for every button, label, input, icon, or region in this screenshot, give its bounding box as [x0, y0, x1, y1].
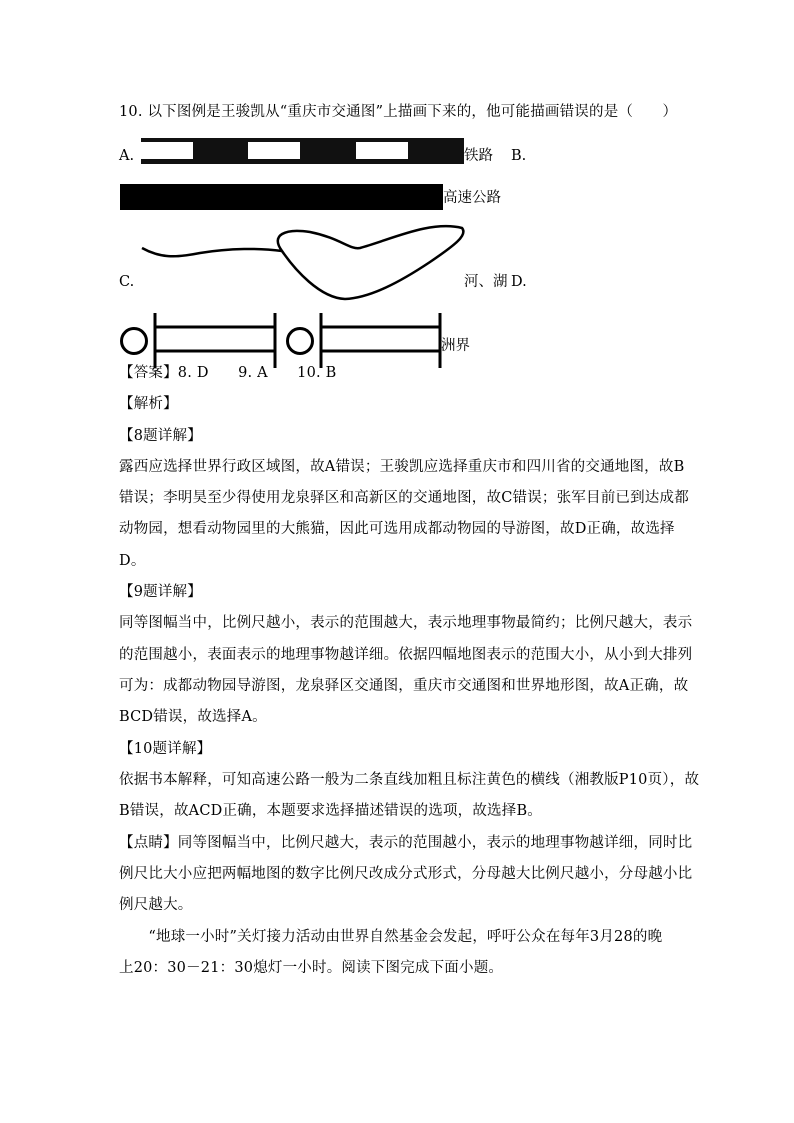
answer-line: 【答案】8. D 9. A 10. B [119, 365, 337, 381]
tip-line: 例尺越大。 [119, 897, 193, 913]
railway-symbol [141, 138, 464, 164]
q9-line: 同等图幅当中，比例尺越小，表示的范围越大，表示地理事物最简约；比例尺越大，表示 [119, 615, 693, 631]
highway-symbol [120, 184, 443, 210]
intro-line: “地球一小时”关灯接力活动由世界自然基金会发起，呼吁公众在每年3月28的晚 [119, 929, 663, 945]
option-d-label: D. [511, 274, 527, 290]
boundary-symbol-right [288, 313, 441, 368]
q8-line: 动物园，想看动物园里的大熊猫，因此可选用成都动物园的导游图，故D正确，故选择 [119, 521, 675, 537]
q9-line: 可为：成都动物园导游图，龙泉驿区交通图，重庆市交通图和世界地形图，故A正确，故 [119, 678, 689, 694]
option-d-legend: 洲界 [441, 338, 470, 354]
option-b-label: B. [511, 148, 527, 164]
q8-line: 错误；李明昊至少得使用龙泉驿区和高新区的交通地图，故C错误；张军目前已到达成都 [119, 490, 689, 506]
question-stem: 10. 以下图例是王骏凯从“重庆市交通图”上描画下来的，他可能描画错误的是（ ） [119, 104, 678, 120]
river-lake-symbol [142, 226, 463, 299]
option-b-legend: 高速公路 [443, 190, 501, 206]
q10-line: 依据书本解释，可知高速公路一般为二条直线加粗且标注黄色的横线（湘教版P10页），故 [119, 772, 700, 788]
boundary-symbol-left [122, 313, 276, 368]
q8-line: D。 [119, 553, 146, 569]
q9-heading: 【9题详解】 [119, 584, 202, 600]
option-a-label: A. [119, 148, 135, 164]
q10-heading: 【10题详解】 [119, 741, 212, 757]
legend-figures [0, 0, 794, 400]
q9-line: BCD错误，故选择A。 [119, 709, 267, 725]
option-c-legend: 河、湖 [464, 274, 508, 290]
q8-line: 露西应选择世界行政区域图，故A错误；王骏凯应选择重庆市和四川省的交通地图，故B [119, 459, 685, 475]
analysis-heading: 【解析】 [119, 396, 178, 412]
tip-line: 【点睛】同等图幅当中，比例尺越大，表示的范围越小，表示的地理事物越详细，同时比 [119, 835, 693, 851]
option-a-legend: 铁路 [464, 148, 493, 164]
q9-line: 的范围越小，表面表示的地理事物越详细。依据四幅地图表示的范围大小，从小到大排列 [119, 647, 693, 663]
q10-line: B错误，故ACD正确，本题要求选择描述错误的选项，故选择B。 [119, 803, 543, 819]
q8-heading: 【8题详解】 [119, 428, 202, 444]
tip-line: 例尺比大小应把两幅地图的数字比例尺改成分式形式，分母越大比例尺越小，分母越小比 [119, 866, 693, 882]
intro-line: 上20：30－21：30熄灯一小时。阅读下图完成下面小题。 [119, 960, 504, 976]
option-c-label: C. [119, 274, 135, 290]
